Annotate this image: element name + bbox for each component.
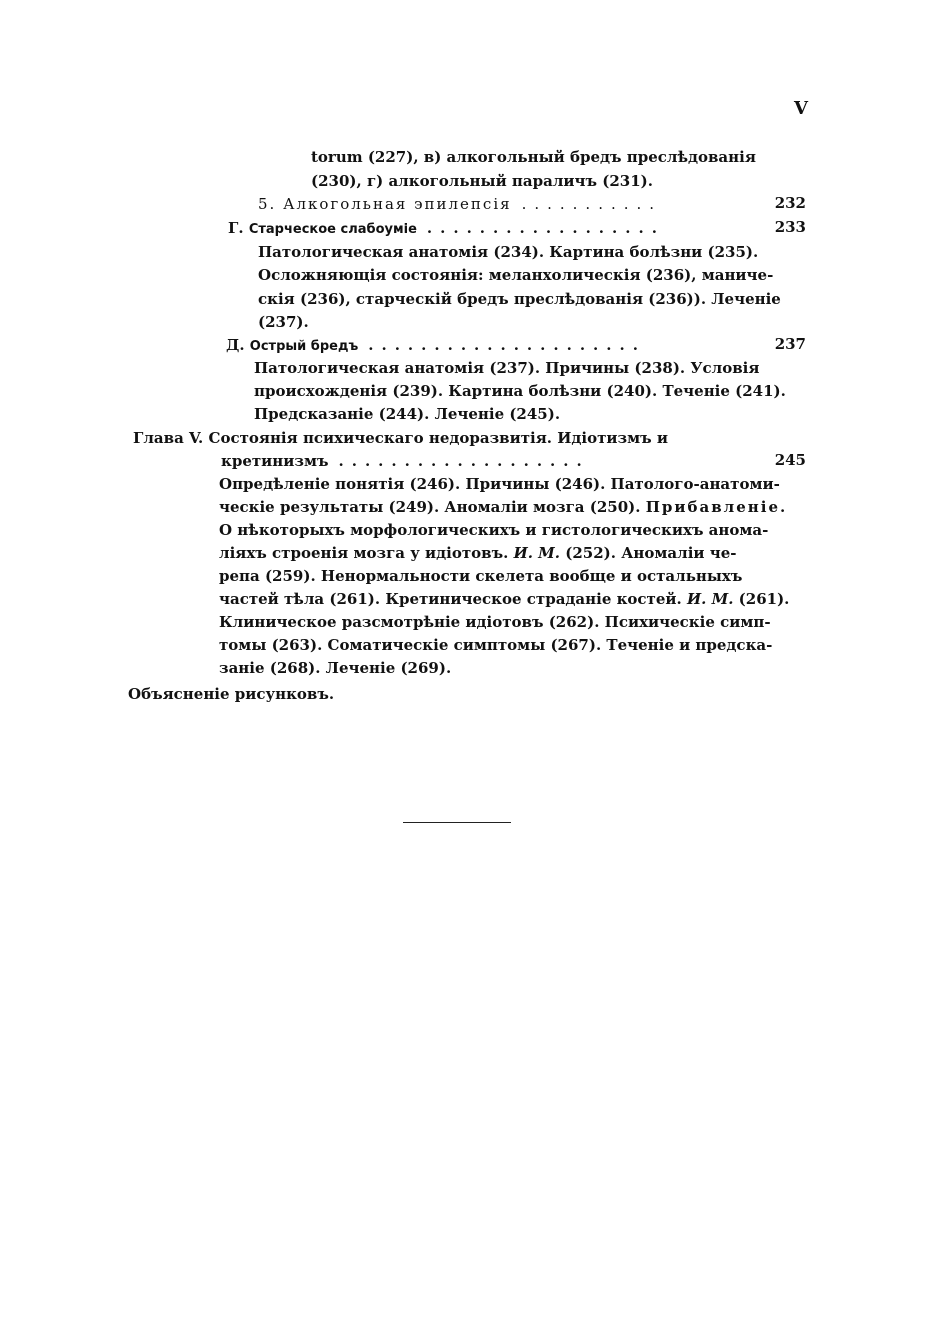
- addendum-label: Прибавленіе.: [645, 498, 788, 516]
- toc-line: Опредѣленіе понятія (246). Причины (246). Патолого-анатоми-: [219, 475, 780, 493]
- toc-entry-title: Острый бредъ: [249, 339, 359, 354]
- toc-line: О нѣкоторыхъ морфологическихъ и гистологическихъ анома-: [219, 521, 769, 539]
- section-label: Г.: [228, 219, 244, 237]
- page-number: V: [794, 98, 808, 119]
- toc-entry-alcoholic-epilepsy: [258, 194, 662, 214]
- chapter-title: кретинизмъ: [221, 452, 329, 470]
- end-rule: [403, 822, 511, 823]
- toc-entry-senile-dementia: [228, 218, 665, 240]
- toc-line-text: (261).: [738, 590, 790, 608]
- leader-dots: ...........: [521, 195, 663, 213]
- toc-page-number: 245: [774, 451, 806, 469]
- toc-line: (237).: [258, 313, 309, 331]
- author-initials: И. М.: [686, 590, 734, 608]
- toc-line: томы (263). Соматическіе симптомы (267). Теченіе и предска-: [219, 636, 773, 654]
- chapter-title: Состоянія психическаго недоразвитія. Идіотизмъ и: [208, 429, 668, 447]
- toc-line: [219, 543, 737, 563]
- toc-chapter-v: [133, 428, 668, 448]
- toc-line: Патологическая анатомія (234). Картина болѣзни (235).: [258, 243, 759, 261]
- toc-page-number: 232: [774, 194, 806, 212]
- toc-entry-title: Старческое слабоуміе: [248, 222, 417, 237]
- toc-line: [219, 589, 789, 609]
- leader-dots: .....................: [368, 336, 646, 354]
- toc-line: скія (236), старческій бредъ преслѣдованія (236)). Леченіе: [258, 290, 781, 308]
- toc-line-text: (252). Аномаліи че-: [565, 544, 737, 562]
- toc-page-number: 237: [774, 335, 806, 353]
- toc-line: Клиническое разсмотрѣніе идіотовъ (262). Психическіе симп-: [219, 613, 771, 631]
- toc-line: torum (227), в) алкогольный бредъ преслѣдованія: [311, 148, 756, 166]
- author-initials: И. М.: [513, 544, 561, 562]
- toc-line: Предсказаніе (244). Леченіе (245).: [254, 405, 561, 423]
- chapter-label: Глава V.: [133, 429, 204, 447]
- leader-dots: ..................: [426, 219, 665, 237]
- toc-line-text: частей тѣла (261). Кретиническое страданіе костей.: [219, 590, 682, 608]
- leader-dots: ...................: [338, 452, 590, 470]
- toc-page-number: 233: [774, 218, 806, 236]
- toc-line-text: ческіе результаты (249). Аномаліи мозга (250).: [219, 498, 641, 516]
- toc-entry-acute-delirium: [226, 335, 646, 357]
- toc-line-text: ліяхъ строенія мозга у идіотовъ.: [219, 544, 509, 562]
- toc-line: Осложняющія состоянія: меланхолическія (236), маниче-: [258, 266, 774, 284]
- toc-entry-figures: Объясненіе рисунковъ.: [128, 685, 335, 703]
- toc-line: репа (259). Ненормальности скелета вообще и остальныхъ: [219, 567, 743, 585]
- toc-line: заніе (268). Леченіе (269).: [219, 659, 452, 677]
- toc-line: происхожденія (239). Картина болѣзни (240). Теченіе (241).: [254, 382, 786, 400]
- section-label: Д.: [226, 336, 245, 354]
- toc-line: (230), г) алкогольный параличъ (231).: [311, 172, 653, 190]
- toc-entry-title: 5. Алкогольная эпилепсія: [258, 195, 512, 213]
- toc-line: [219, 497, 787, 517]
- toc-chapter-v-cont: [221, 451, 590, 471]
- toc-line: Патологическая анатомія (237). Причины (238). Условія: [254, 359, 760, 377]
